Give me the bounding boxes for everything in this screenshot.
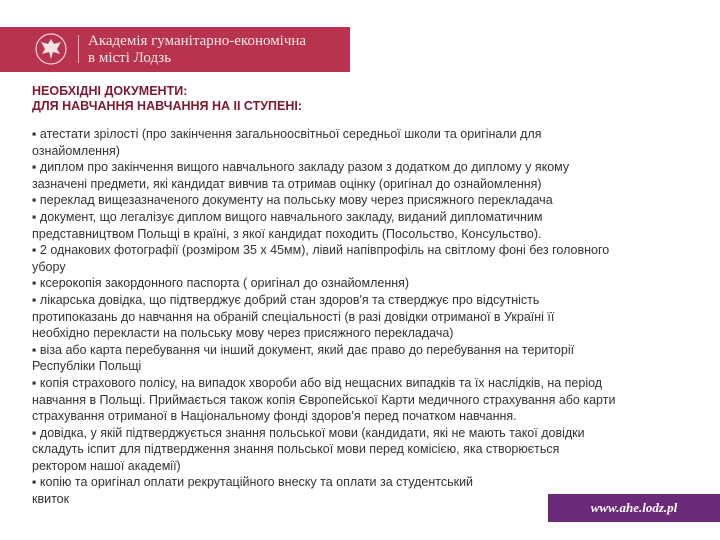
title-line1: НЕОБХІДНІ ДОКУМЕНТИ:: [32, 84, 188, 98]
document-list-line: складуть іспит для підтвердження знання польської мови перед комісією, яка створюється: [32, 442, 560, 457]
document-list-line: ▪ атестати зрілості (про закінчення загальноосвітньої середньої школи та оригінали для: [32, 127, 542, 141]
document-list-line: убору: [32, 259, 66, 274]
document-list-line: ▪ ксерокопія закордонного паспорта ( оригінал до ознайомлення): [32, 276, 410, 291]
header-divider: [78, 35, 79, 63]
document-list-line: ▪ віза або карта перебування чи інший документ, який дає право до перебування на території: [32, 342, 575, 357]
header-banner: [0, 27, 350, 72]
document-list-line: ▪ копію та оригінал оплати рекрутаційного внеску та оплати за студентський: [32, 475, 474, 490]
document-list-line: квиток: [32, 492, 70, 507]
page-title: [32, 84, 302, 114]
document-list-line: ▪ довідка, у якій підтверджується знання польської мови (кандидати, які не мають такої довідки: [32, 425, 585, 440]
document-list-line: ▪ лікарська довідка, що підтверджує добрий стан здоров'я та стверджує про відсутність: [32, 292, 540, 307]
title-line2: ДЛЯ НАВЧАННЯ НАВЧАННЯ НА ІІ СТУПЕНІ:: [32, 99, 303, 113]
document-list-line: необхідно перекласти на польську мову через присяжного перекладача): [32, 326, 454, 341]
document-list-line: ▪ 2 однакових фотографії (розміром 35 х 45мм), лівий напівпрофіль на світлому фоні без головного: [32, 243, 610, 258]
documents-list: [32, 126, 615, 508]
document-list-line: страхування отриманої в Національному фонді здоров'я перед початком навчання.: [32, 409, 517, 424]
document-list-line: ▪ переклад вищезазначеного документу на польську мову через присяжного перекладача: [32, 193, 553, 208]
document-list-line: ▪ документ, що легалізує диплом вищого навчального закладу, виданий дипломатичним: [32, 209, 543, 224]
eagle-logo-icon: [34, 32, 68, 66]
document-list-line: ▪ копія страхового полісу, на випадок хвороби або від нещасних випадків та їх наслідків, на період: [32, 375, 603, 390]
document-list-line: зазначені предмети, які кандидат вивчив та отримав оцінку (оригінал до ознайомлення): [32, 176, 542, 191]
document-list-line: представництвом Польщі в країні, з якої кандидат походить (Посольство, Консульство).: [32, 226, 542, 241]
website-footer: [548, 494, 720, 522]
institution-name-line1: Академія гуманітарно-економічна: [88, 33, 307, 49]
document-list-line: протипоказань до навчання на обраній спеціальності (в разі довідки отриманої в Україні її: [32, 309, 555, 324]
website-url[interactable]: www.ahe.lodz.pl: [590, 500, 678, 515]
institution-name-line2: в місті Лодзь: [88, 50, 172, 66]
document-list-line: Республіки Польщі: [32, 359, 142, 374]
document-list-line: ректором нашої академії): [32, 458, 181, 473]
document-list-line: ознайомлення): [32, 143, 120, 158]
institution-name: [88, 33, 306, 67]
document-list-line: ▪ диплом про закінчення вищого навчального закладу разом з додатком до диплому у якому: [32, 160, 570, 175]
document-list-line: навчання в Польщі. Приймається також копія Європейської Карти медичного страхування або карти: [32, 392, 616, 407]
